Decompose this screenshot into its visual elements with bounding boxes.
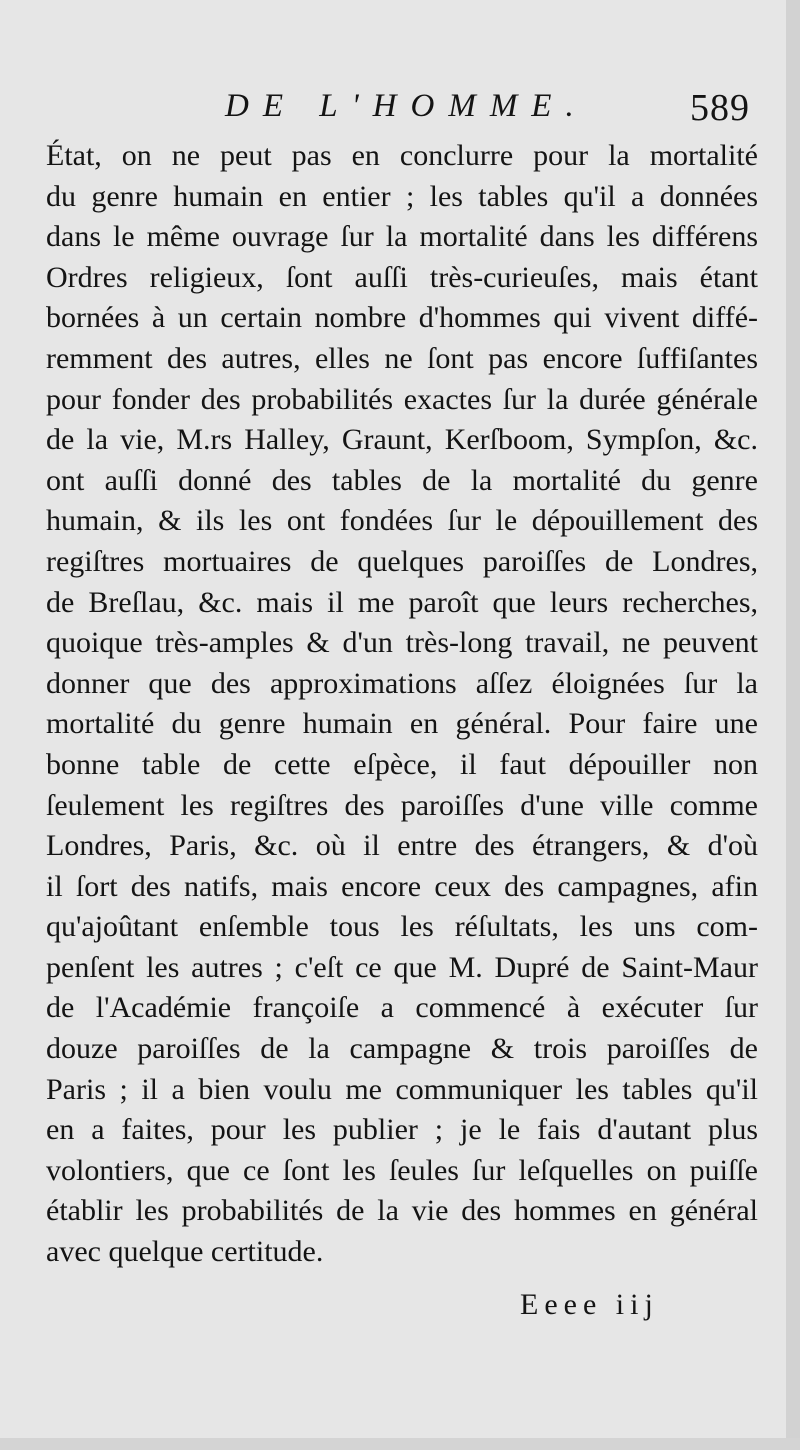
page-bottom-edge	[0, 1438, 800, 1450]
page-number: 589	[690, 87, 750, 129]
text-line: Paris ; il a bien voulu me communiquer les tables qu'il	[46, 1072, 758, 1106]
text-line: de l'Académie françoiſe a commencé à exécuter ſur	[46, 991, 758, 1025]
text-line: penſent les autres ; c'eſt ce que M. Dupré de Saint-Maur	[46, 950, 758, 984]
text-line: douze paroiſſes de la campagne & trois paroiſſes de	[46, 1032, 758, 1066]
text-line: pour fonder des probabilités exactes ſur la durée générale	[46, 382, 758, 416]
text-line: ont auſſi donné des tables de la mortalité du genre	[46, 463, 758, 497]
text-line: volontiers, que ce ſont les ſeules ſur leſquelles on puiſſe	[46, 1153, 758, 1187]
text-line: regiſtres mortuaires de quelques paroiſſes de Londres,	[46, 544, 758, 578]
catchword-signature: Eeee iij	[520, 1288, 659, 1321]
body-text	[46, 136, 758, 1273]
text-line: mortalité du genre humain en général. Pour faire une	[46, 707, 758, 741]
text-line: il ſort des natifs, mais encore ceux des campagnes, afin	[46, 869, 758, 903]
text-line: dans le même ouvrage ſur la mortalité dans les différens	[46, 220, 758, 254]
text-line: de Breſlau, &c. mais il me paroît que leurs recherches,	[46, 585, 758, 619]
text-line: Ordres religieux, ſont auſſi très-curieuſes, mais étant	[46, 260, 758, 294]
running-head-part-1: DE	[225, 88, 297, 124]
text-line: qu'ajoûtant enſemble tous les réſultats, les uns com-	[46, 910, 758, 944]
running-head-part-3: OMME.	[410, 88, 588, 124]
text-line: État, on ne peut pas en conclurre pour la mortalité	[46, 139, 758, 172]
text-line: établir les probabilités de la vie des hommes en général	[46, 1194, 758, 1228]
text-line: quoique très-amples & d'un très-long travail, ne peuvent	[46, 626, 758, 660]
text-line: en a faites, pour les publier ; je le fais d'autant plus	[46, 1113, 758, 1147]
running-head-part-2: L'H	[319, 88, 411, 124]
text-line-last: avec quelque certitude.	[46, 1235, 324, 1269]
text-line: humain, & ils les ont fondées ſur le dépouillement des	[46, 504, 758, 538]
text-line: du genre humain en entier ; les tables qu'il a données	[46, 179, 758, 213]
text-line: Londres, Paris, &c. où il entre des étrangers, & d'où	[46, 829, 758, 863]
text-line: donner que des approximations aſſez éloignées ſur la	[46, 666, 758, 700]
text-line: remment des autres, elles ne ſont pas encore ſuffiſantes	[46, 341, 758, 375]
running-head	[225, 88, 588, 125]
text-line: ſeulement les regiſtres des paroiſſes d'une ville comme	[46, 788, 758, 822]
page-edge-shadow	[786, 0, 800, 1450]
text-line: bornées à un certain nombre d'hommes qui vivent diffé-	[46, 301, 758, 335]
text-line: de la vie, M.rs Halley, Graunt, Kerſboom, Sympſon, &c.	[46, 423, 758, 457]
text-line: bonne table de cette eſpèce, il faut dépouiller non	[46, 747, 758, 781]
